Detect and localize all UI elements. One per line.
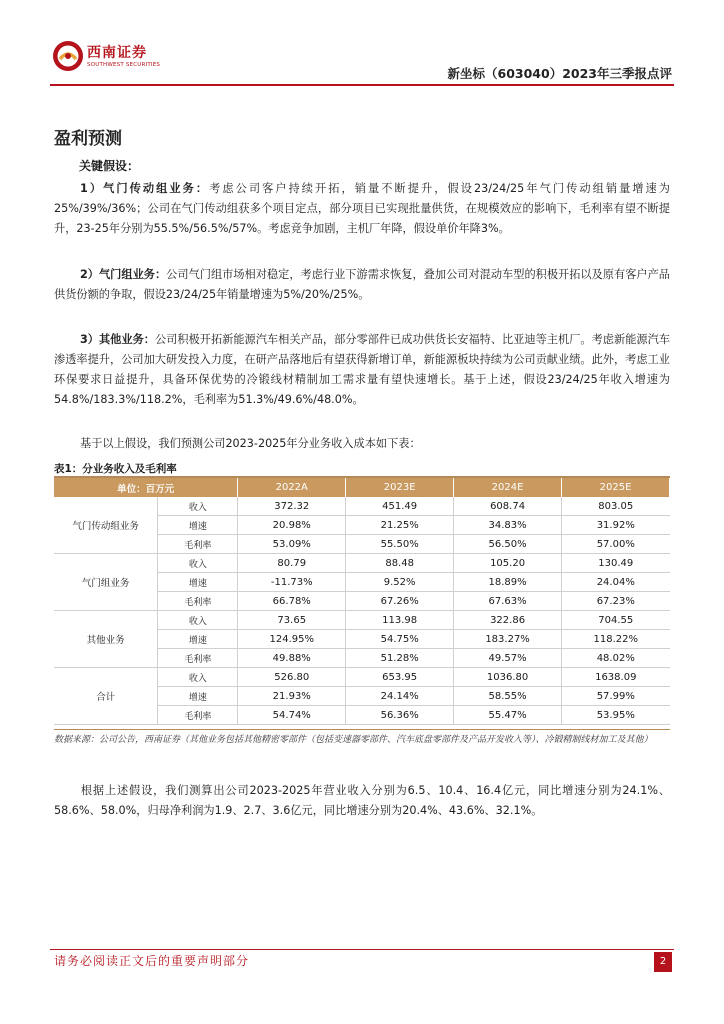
- value-cell: 57.99%: [562, 687, 670, 706]
- segment-revenue-table: [54, 478, 670, 725]
- page-header: [0, 0, 724, 84]
- value-cell: 113.98: [346, 611, 454, 630]
- table-bottom-rule: [54, 729, 670, 730]
- table-header-row: [54, 478, 670, 497]
- value-cell: 653.95: [346, 668, 454, 687]
- footer-disclaimer: 请务必阅读正文后的重要声明部分: [54, 954, 250, 968]
- table-row: [54, 497, 670, 516]
- value-cell: 1638.09: [562, 668, 670, 687]
- value-cell: 80.79: [238, 554, 346, 573]
- assumption-text: 公司积极开拓新能源汽车相关产品，部分零部件已成功供货长安福特、比亚迪等主机厂。考虑新能源汽车渗透率提升，公司加大研发投入力度，在研产品落地后有望获得新增订单，新能源板块持续为公司贡献业绩。此外，考虑工业环保要求日益提升，具备环保优势的冷锻线材精制加工需求量有望快速增长。基于上述，假设23/24/25年收入增速为54.8%/183.3%/118.2%，毛利率为51.3%/49.6%/48.0%。: [54, 333, 670, 406]
- metric-cell: 毛利率: [158, 592, 238, 611]
- value-cell: 53.95%: [562, 706, 670, 725]
- metric-cell: 增速: [158, 630, 238, 649]
- table-body: [54, 497, 670, 725]
- assumption-paragraph-2: [54, 265, 670, 305]
- value-cell: 34.83%: [454, 516, 562, 535]
- year-header: 2022A: [238, 478, 346, 497]
- value-cell: 54.74%: [238, 706, 346, 725]
- segment-name-cell: 合计: [54, 668, 158, 725]
- assumption-text: 考虑公司客户持续开拓，销量不断提升，假设23/24/25年气门传动组销量增速为25%/39%/36%；公司在气门传动组获多个项目定点，部分项目已实现批量供货，在规模效应的影响下，毛利率有望不断提升，23-25年分别为55.5%/56.5%/57%。考虑竞争加剧，主机厂年降，假设单价年降3%。: [54, 182, 670, 235]
- metric-cell: 增速: [158, 516, 238, 535]
- table-caption: 表1：分业务收入及毛利率: [54, 463, 177, 475]
- value-cell: 55.50%: [346, 535, 454, 554]
- value-cell: 67.26%: [346, 592, 454, 611]
- key-assumptions-title: 关键假设：: [79, 159, 140, 173]
- table-row: [54, 611, 670, 630]
- value-cell: 56.36%: [346, 706, 454, 725]
- logo-chinese-name: 西南证券: [87, 45, 147, 61]
- value-cell: 451.49: [346, 497, 454, 516]
- value-cell: 118.22%: [562, 630, 670, 649]
- value-cell: 73.65: [238, 611, 346, 630]
- value-cell: 9.52%: [346, 573, 454, 592]
- value-cell: 58.55%: [454, 687, 562, 706]
- value-cell: 67.63%: [454, 592, 562, 611]
- conclusion-text: 根据上述假设，我们测算出公司2023-2025年营业收入分别为6.5、10.4、16.4亿元，同比增速分别为24.1%、58.6%、58.0%，归母净利润为1.9、2.7、3.6亿元，同比增速分别为20.4%、43.6%、32.1%。: [54, 784, 670, 817]
- value-cell: 130.49: [562, 554, 670, 573]
- table-row: [54, 554, 670, 573]
- value-cell: 20.98%: [238, 516, 346, 535]
- value-cell: 21.93%: [238, 687, 346, 706]
- value-cell: 53.09%: [238, 535, 346, 554]
- value-cell: 88.48: [346, 554, 454, 573]
- forecast-intro-text: 基于以上假设，我们预测公司2023-2025年分业务收入成本如下表：: [80, 437, 421, 450]
- value-cell: 803.05: [562, 497, 670, 516]
- metric-cell: 毛利率: [158, 535, 238, 554]
- company-logo: [52, 40, 182, 74]
- forecast-intro: [54, 434, 670, 454]
- value-cell: 55.47%: [454, 706, 562, 725]
- value-cell: 372.32: [238, 497, 346, 516]
- page-number: 2: [654, 952, 672, 972]
- value-cell: 66.78%: [238, 592, 346, 611]
- section-title: 盈利预测: [54, 129, 122, 149]
- metric-cell: 收入: [158, 611, 238, 630]
- value-cell: 18.89%: [454, 573, 562, 592]
- assumption-label: 2）气门组业务：: [80, 268, 167, 281]
- conclusion-paragraph: [54, 781, 670, 821]
- metric-cell: 增速: [158, 573, 238, 592]
- logo-mark-icon: [52, 40, 84, 72]
- metric-cell: 毛利率: [158, 649, 238, 668]
- value-cell: 526.80: [238, 668, 346, 687]
- value-cell: 49.88%: [238, 649, 346, 668]
- value-cell: 24.14%: [346, 687, 454, 706]
- metric-cell: 收入: [158, 554, 238, 573]
- value-cell: 322.86: [454, 611, 562, 630]
- value-cell: 21.25%: [346, 516, 454, 535]
- metric-cell: 收入: [158, 668, 238, 687]
- report-title: 新坐标（603040）2023年三季报点评: [447, 66, 672, 81]
- metric-cell: 增速: [158, 687, 238, 706]
- assumption-paragraph-3: [54, 330, 670, 410]
- value-cell: 24.04%: [562, 573, 670, 592]
- value-cell: 608.74: [454, 497, 562, 516]
- value-cell: 54.75%: [346, 630, 454, 649]
- year-header: 2023E: [346, 478, 454, 497]
- header-divider: [50, 84, 674, 86]
- value-cell: 48.02%: [562, 649, 670, 668]
- value-cell: 49.57%: [454, 649, 562, 668]
- value-cell: 183.27%: [454, 630, 562, 649]
- metric-cell: 毛利率: [158, 706, 238, 725]
- value-cell: 67.23%: [562, 592, 670, 611]
- metric-cell: 收入: [158, 497, 238, 516]
- footer-divider: [50, 949, 674, 950]
- source-note: 数据来源：公司公告，西南证券（其他业务包括其他精密零部件（包括变速器零部件、汽车底盘零部件及产品开发收入等）、冷锻精制线材加工及其他）: [54, 735, 653, 745]
- value-cell: 31.92%: [562, 516, 670, 535]
- unit-header: 单位：百万元: [54, 478, 238, 497]
- assumption-paragraph-1: [54, 179, 670, 239]
- segment-name-cell: 气门组业务: [54, 554, 158, 611]
- value-cell: 704.55: [562, 611, 670, 630]
- value-cell: 124.95%: [238, 630, 346, 649]
- assumption-text: 公司气门组市场相对稳定，考虑行业下游需求恢复，叠加公司对混动车型的积极开拓以及原有客户产品供货份额的争取，假设23/24/25年销量增速为5%/20%/25%。: [54, 268, 670, 301]
- segment-name-cell: 其他业务: [54, 611, 158, 668]
- value-cell: 105.20: [454, 554, 562, 573]
- value-cell: 57.00%: [562, 535, 670, 554]
- value-cell: 51.28%: [346, 649, 454, 668]
- assumption-label: 1）气门传动组业务：: [80, 182, 210, 195]
- table-row: [54, 668, 670, 687]
- assumption-label: 3）其他业务：: [80, 333, 155, 346]
- segment-name-cell: 气门传动组业务: [54, 497, 158, 554]
- value-cell: 56.50%: [454, 535, 562, 554]
- year-header: 2024E: [454, 478, 562, 497]
- logo-english-name: SOUTHWEST SECURITIES: [87, 62, 161, 68]
- value-cell: 1036.80: [454, 668, 562, 687]
- year-header: 2025E: [562, 478, 670, 497]
- value-cell: -11.73%: [238, 573, 346, 592]
